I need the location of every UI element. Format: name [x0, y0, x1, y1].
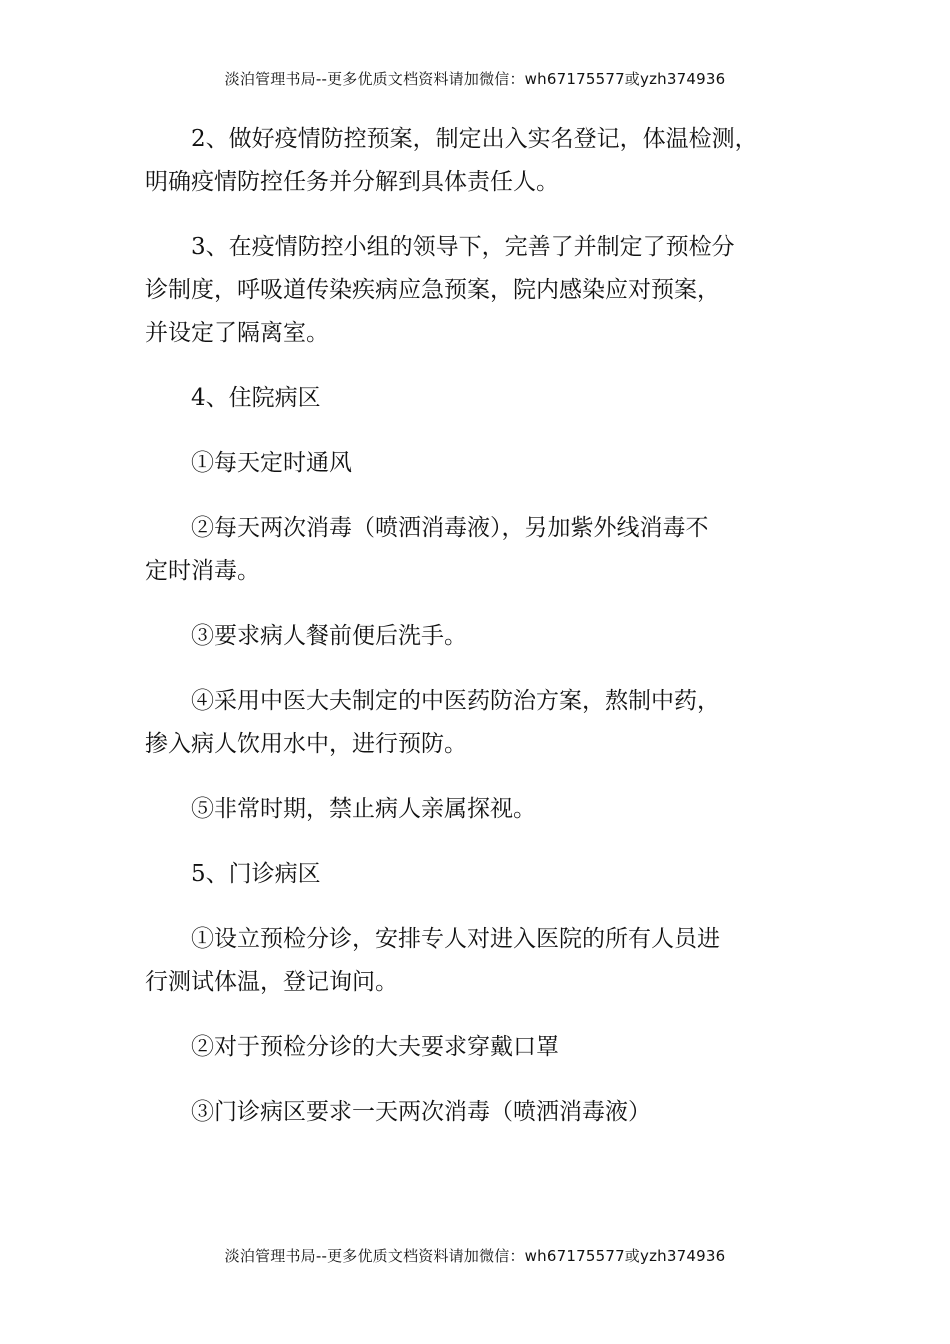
paragraph-3 — [145, 226, 813, 355]
list-item — [145, 680, 813, 766]
paragraph-line: ④采用中医大夫制定的中医药防治方案，熬制中药， — [191, 688, 720, 714]
list-item — [145, 1026, 813, 1069]
paragraph-line: 2、做好疫情防控预案，制定出入实名登记，体温检测， — [191, 126, 758, 152]
list-item — [145, 442, 813, 485]
list-item — [145, 788, 813, 831]
document-body — [145, 118, 813, 1156]
list-item — [145, 615, 813, 658]
paragraph-line: ②对于预检分诊的大夫要求穿戴口罩 — [191, 1034, 559, 1060]
paragraph-line: 4、住院病区 — [191, 385, 321, 411]
page-header: 淡泊管理书局--更多优质文档资料请加微信：wh67175577或yzh374936 — [224, 70, 726, 88]
paragraph-2 — [145, 118, 813, 204]
paragraph-line: 掺入病人饮用水中，进行预防。 — [145, 731, 467, 757]
section-heading-inpatient — [145, 377, 813, 420]
paragraph-line: ①每天定时通风 — [191, 450, 352, 476]
section-heading-outpatient — [145, 853, 813, 896]
paragraph-line: 明确疫情防控任务并分解到具体责任人。 — [145, 169, 559, 195]
list-item — [145, 1091, 813, 1134]
paragraph-line: ⑤非常时期，禁止病人亲属探视。 — [191, 796, 536, 822]
paragraph-line: 诊制度，呼吸道传染疾病应急预案，院内感染应对预案， — [145, 277, 720, 303]
paragraph-line: 3、在疫情防控小组的领导下，完善了并制定了预检分 — [191, 234, 735, 260]
page-footer: 淡泊管理书局--更多优质文档资料请加微信：wh67175577或yzh374936 — [224, 1247, 726, 1265]
paragraph-line: ②每天两次消毒（喷洒消毒液），另加紫外线消毒不 — [191, 515, 709, 541]
paragraph-line: ③门诊病区要求一天两次消毒（喷洒消毒液） — [191, 1099, 651, 1125]
paragraph-line: 5、门诊病区 — [191, 861, 321, 887]
paragraph-line: 并设定了隔离室。 — [145, 320, 329, 346]
paragraph-line: ①设立预检分诊，安排专人对进入医院的所有人员进 — [191, 926, 720, 952]
paragraph-line: 行测试体温，登记询问。 — [145, 969, 398, 995]
paragraph-line: 定时消毒。 — [145, 558, 260, 584]
list-item — [145, 918, 813, 1004]
list-item — [145, 507, 813, 593]
paragraph-line: ③要求病人餐前便后洗手。 — [191, 623, 467, 649]
